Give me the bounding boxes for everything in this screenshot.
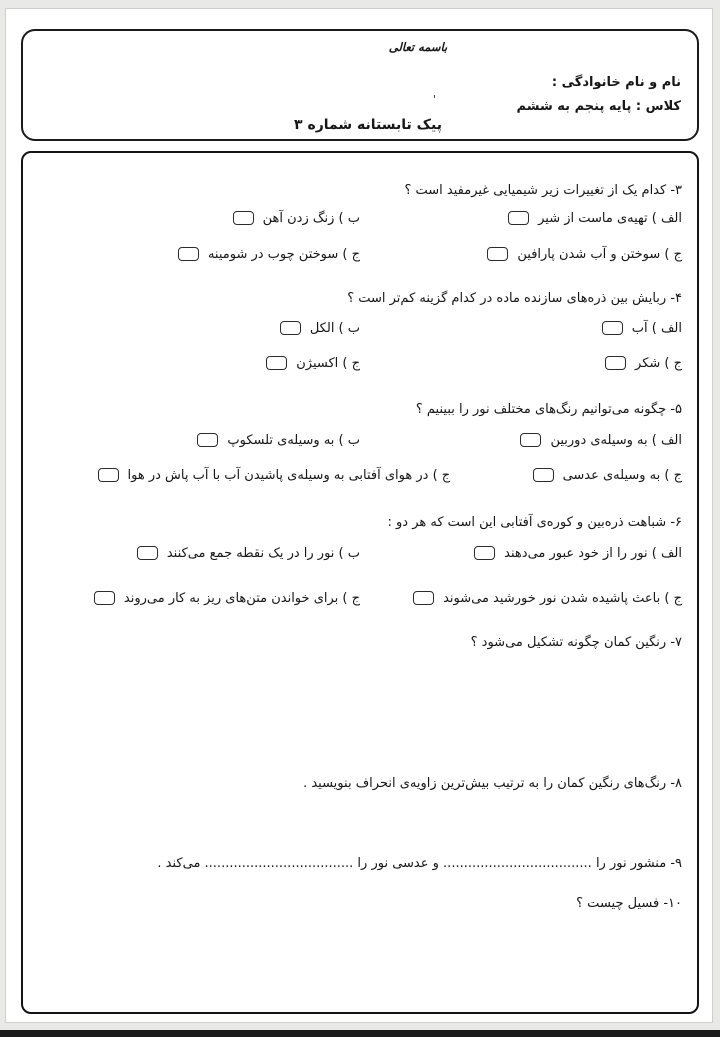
question-5-text: ۵- چگونه می‌توانیم رنگ‌های مختلف نور را ببینیم ؟: [415, 402, 682, 417]
bismillah-text: باسمه تعالی: [388, 40, 448, 54]
option-item: [360, 589, 682, 609]
answer-checkbox[interactable]: [520, 433, 541, 447]
answer-checkbox[interactable]: [137, 546, 158, 560]
worksheet-title: پیک تابستانه شماره ۳: [294, 117, 442, 133]
option-label: ب ) الکل: [309, 321, 360, 336]
stray-pen-mark: ': [433, 93, 437, 106]
answer-checkbox[interactable]: [487, 247, 508, 261]
option-label: ب ) زنگ زدن آهن: [262, 211, 360, 226]
option-item: [360, 209, 682, 229]
answer-checkbox[interactable]: [197, 433, 218, 447]
question-8-text: ۸- رنگ‌های رنگین کمان را به ترتیب بیش‌ترین زاویه‌ی انحراف بنویسید .: [303, 776, 682, 791]
option-item: [450, 466, 682, 486]
answer-checkbox[interactable]: [602, 321, 623, 335]
answer-checkbox[interactable]: [98, 468, 119, 482]
question-6-options-row-1: [38, 544, 682, 564]
option-item: [360, 245, 682, 265]
option-item: [38, 209, 360, 229]
answer-checkbox[interactable]: [413, 591, 434, 605]
answer-checkbox[interactable]: [94, 591, 115, 605]
option-label: الف ) تهیه‌ی ماست از شیر: [538, 211, 682, 226]
option-item: [38, 544, 360, 564]
question-3-options-row-1: [38, 209, 682, 229]
question-7-text: ۷- رنگین کمان چگونه تشکیل می‌شود ؟: [470, 635, 682, 650]
question-4-options-row-1: [38, 319, 682, 339]
option-label: ج ) برای خواندن متن‌های ریز به کار می‌روند: [123, 591, 360, 606]
class-grade-label: کلاس : پایه پنجم به ششم: [516, 99, 681, 114]
option-label: ج ) اکسیژن: [296, 356, 360, 371]
option-item: [38, 431, 360, 451]
header-box: [21, 29, 699, 141]
option-item: [38, 466, 450, 486]
question-5-options-row-2: [38, 466, 682, 486]
option-item: [38, 354, 360, 374]
question-3-text: ۳- کدام یک از تغییرات زیر شیمیایی غیرمفید است ؟: [404, 183, 682, 198]
answer-checkbox[interactable]: [533, 468, 554, 482]
option-label: ج ) سوختن چوب در شومینه: [207, 247, 360, 262]
answer-checkbox[interactable]: [178, 247, 199, 261]
question-10-text: ۱۰- فسیل چیست ؟: [576, 896, 682, 911]
option-label: ج ) در هوای آفتابی به وسیله‌ی پاشیدن آب با آب پاش در هوا: [127, 468, 451, 483]
question-4-text: ۴- ربایش بین ذره‌های سازنده ماده در کدام گزینه کم‌تر است ؟: [347, 291, 682, 306]
answer-checkbox[interactable]: [605, 356, 626, 370]
question-3-options-row-2: [38, 245, 682, 265]
option-label: ج ) به وسیله‌ی عدسی: [562, 468, 682, 483]
option-item: [360, 319, 682, 339]
question-9-text: ۹- منشور نور را .................................... و عدسی نور را .................................... می‌کند .: [157, 856, 682, 871]
question-5-options-row-1: [38, 431, 682, 451]
option-label: ج ) شکر: [635, 356, 682, 371]
option-item: [360, 431, 682, 451]
answer-checkbox[interactable]: [508, 211, 529, 225]
option-label: ب ) به وسیله‌ی تلسکوپ: [227, 433, 360, 448]
option-label: الف ) آب: [631, 321, 682, 336]
answer-checkbox[interactable]: [266, 356, 287, 370]
question-6-text: ۶- شباهت ذره‌بین و کوره‌ی آفتابی این است که هر دو :: [387, 515, 682, 530]
option-item: [38, 245, 360, 265]
answer-checkbox[interactable]: [474, 546, 495, 560]
option-label: الف ) نور را از خود عبور می‌دهند: [504, 546, 682, 561]
option-label: الف ) به وسیله‌ی دوربین: [550, 433, 682, 448]
option-item: [38, 589, 360, 609]
question-6-options-row-2: [38, 589, 682, 609]
option-label: ج ) باعث پاشیده شدن نور خورشید می‌شوند: [443, 591, 682, 606]
questions-box: [21, 151, 699, 1014]
question-4-options-row-2: [38, 354, 682, 374]
option-item: [360, 544, 682, 564]
option-item: [38, 319, 360, 339]
option-item: [360, 354, 682, 374]
answer-checkbox[interactable]: [233, 211, 254, 225]
answer-checkbox[interactable]: [280, 321, 301, 335]
option-label: ج ) سوختن و آب شدن پارافین: [517, 247, 682, 262]
paper-sheet: [5, 8, 713, 1023]
bottom-scan-edge: [0, 1030, 720, 1037]
student-name-label: نام و نام خانوادگی :: [551, 75, 681, 90]
option-label: ب ) نور را در یک نقطه جمع می‌کنند: [166, 546, 360, 561]
